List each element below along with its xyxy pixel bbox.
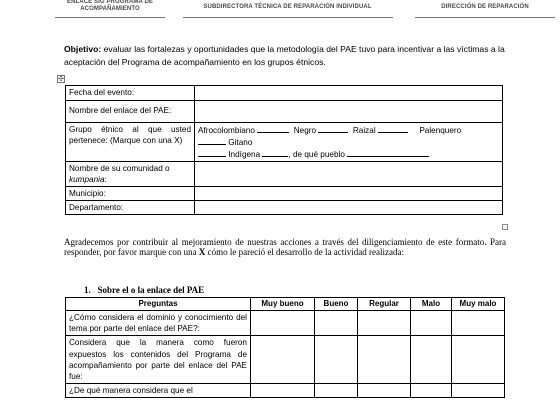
section-heading xyxy=(84,285,204,295)
community-label-kumpania: kumpania xyxy=(69,175,105,184)
intro-paragraph xyxy=(64,237,506,258)
answer-cell-muy-bueno[interactable] xyxy=(251,336,315,384)
option-palenquero: Palenquero xyxy=(419,126,462,135)
objective-label: Objetivo: xyxy=(64,44,102,54)
table-row xyxy=(66,123,503,162)
ethnic-group-options xyxy=(195,123,503,162)
blank-afrocolombiano[interactable] xyxy=(257,124,289,133)
intro-mark: X xyxy=(198,247,206,258)
column-header-muy-bueno: Muy bueno xyxy=(251,298,315,311)
header-left: ENLACE SIG PROGRAMA DE ACOMPAÑAMIENTO xyxy=(67,0,153,12)
community-label-colon: : xyxy=(104,175,107,184)
blank-negro[interactable] xyxy=(318,124,348,133)
table-row xyxy=(66,336,505,384)
municipality-field[interactable] xyxy=(195,187,503,201)
answer-cell-muy-bueno[interactable] xyxy=(251,384,315,398)
department-label: Departamento: xyxy=(66,201,195,215)
intro-text-a: Agradecemos por contribuir al mejoramiento de nuestras acciones a través del diligenciamiento de este formato. Para responder, por favor marque con una xyxy=(64,237,506,258)
event-info-table xyxy=(65,85,503,215)
ethnic-group-label: Grupo étnico al que usted pertenece: (Marque con una X) xyxy=(66,123,195,162)
column-header-regular: Regular xyxy=(358,298,411,311)
option-raizal: Raizal xyxy=(352,126,376,135)
event-date-field[interactable] xyxy=(195,86,503,101)
header-rule-right xyxy=(415,17,555,18)
answer-cell-malo[interactable] xyxy=(411,311,452,336)
table-row xyxy=(66,311,505,336)
table-resize-handle[interactable] xyxy=(502,224,508,230)
table-move-handle-icon[interactable]: ✣ xyxy=(58,76,64,83)
answer-cell-muy-malo[interactable] xyxy=(452,336,505,384)
table-row xyxy=(66,384,505,398)
header-rule-center xyxy=(183,17,393,18)
option-gitano: Gitano xyxy=(228,138,253,147)
answer-cell-muy-malo[interactable] xyxy=(452,384,505,398)
column-header-muy-malo: Muy malo xyxy=(452,298,505,311)
answer-cell-muy-malo[interactable] xyxy=(452,311,505,336)
answer-cell-regular[interactable] xyxy=(358,384,411,398)
table-row xyxy=(66,201,503,215)
table-row xyxy=(66,101,503,123)
table-row xyxy=(66,187,503,201)
answer-cell-regular[interactable] xyxy=(358,336,411,384)
blank-indigena[interactable] xyxy=(262,148,288,157)
column-header-preguntas: Preguntas xyxy=(66,298,251,311)
answer-cell-muy-bueno[interactable] xyxy=(251,311,315,336)
header-center: SUBDIRECTORA TÉCNICA DE REPARACIÓN INDIVIDUAL xyxy=(203,4,372,10)
liaison-name-label: Nombre del enlace del PAE: xyxy=(66,101,195,123)
answer-cell-regular[interactable] xyxy=(358,311,411,336)
document-header xyxy=(0,0,560,18)
question-cell: Considera que la manera como fueron expuestos los contenidos del Programa de acompañamiento por parte del enlace del PAE fue: xyxy=(66,336,251,384)
intro-text-b: cómo le pareció el desarrollo de la actividad realizada: xyxy=(205,247,404,258)
option-pueblo: , de qué pueblo xyxy=(288,150,345,159)
ethnic-options-line-2 xyxy=(198,136,499,148)
option-negro: Negro xyxy=(293,126,317,135)
question-cell: ¿De qué manera considera que el xyxy=(66,384,251,398)
community-label-text: Nombre de su comunidad o xyxy=(69,164,170,173)
community-name-field[interactable] xyxy=(195,162,503,187)
answer-cell-malo[interactable] xyxy=(411,384,452,398)
ethnic-options-line-1 xyxy=(198,124,499,136)
blank-pueblo[interactable] xyxy=(347,148,429,157)
objective-text: evaluar las fortalezas y oportunidades que la metodología del PAE tuvo para incentivar a las víctimas a la aceptación del Programa de acompañamiento en los grupos étnicos. xyxy=(64,44,505,67)
event-date-label: Fecha del evento: xyxy=(66,86,195,101)
municipality-label: Municipio: xyxy=(66,187,195,201)
table-row xyxy=(66,86,503,101)
evaluation-table xyxy=(65,297,505,398)
community-name-label xyxy=(66,162,195,187)
header-rule-left xyxy=(55,17,165,18)
section-title-text: Sobre el o la enlace del PAE xyxy=(97,285,205,295)
option-afrocolombiano: Afrocolombiano xyxy=(198,126,255,135)
header-right: DIRECCIÓN DE REPARACIÓN xyxy=(441,4,529,10)
section-number: 1. xyxy=(84,285,91,295)
answer-cell-malo[interactable] xyxy=(411,336,452,384)
option-indigena: Indígena xyxy=(228,150,261,159)
ethnic-options-line-3 xyxy=(198,148,499,160)
answer-cell-bueno[interactable] xyxy=(315,336,358,384)
blank-indigena-prefix[interactable] xyxy=(198,148,226,157)
liaison-name-field[interactable] xyxy=(195,101,503,123)
table-header-row xyxy=(66,298,505,311)
blank-raizal[interactable] xyxy=(378,124,408,133)
column-header-bueno: Bueno xyxy=(315,298,358,311)
department-field[interactable] xyxy=(195,201,503,215)
blank-gitano[interactable] xyxy=(198,136,226,145)
table-row xyxy=(66,162,503,187)
objective-paragraph xyxy=(64,43,508,68)
answer-cell-bueno[interactable] xyxy=(315,384,358,398)
question-cell: ¿Cómo considera el dominio y conocimiento del tema por parte del enlace del PAE?: xyxy=(66,311,251,336)
answer-cell-bueno[interactable] xyxy=(315,311,358,336)
column-header-malo: Malo xyxy=(411,298,452,311)
